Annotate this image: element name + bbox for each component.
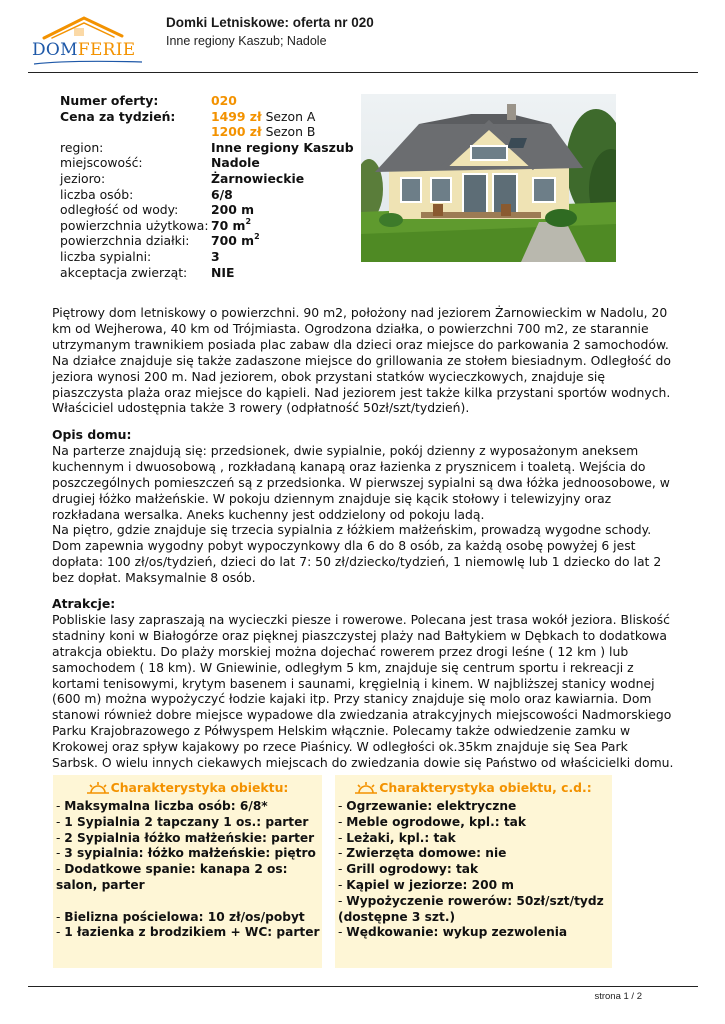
info-row [60,202,354,218]
feature-item: - Ogrzewanie: elektryczne [338,799,517,813]
plot-area-label: powierzchnia działki: [60,233,190,249]
price-row-b [60,124,354,140]
info-row [60,187,354,203]
offer-number-value: 020 [211,93,237,108]
sun-icon [355,781,377,795]
feature-item: - Dodatkowe spanie: kanapa 2 os: salon, parter [56,862,288,892]
house-paragraph-1: Na parterze znajdują się: przedsionek, dwie sypialnie, pokój dzienny z wyposażonym aneksem kuchennym i dwuosobową , rozkładaną kanapą oraz łazienka z prysznicem i toaletą. Wejścia do poszczególnych pomieszczeń są z przedsionka. W pierwszej sypialni są dwa łóżka jednoosobowe, w drugiej łóżko małżeńskie. W pokoju dziennym znajduje się kącik stołowy i telewizyjny oraz rozkładana wersalka. Aneks kuchenny jest oddzielony od pokoju ladą. [52,442,670,522]
logo-wordmark: DOMFERIE [32,40,136,60]
region-label: region: [60,139,104,155]
features-heading: Charakterystyka obiektu: [53,777,322,799]
offer-description: Piętrowy dom letniskowy o powierzchni. 90 m2, położony nad jeziorem Żarnowieckim w Nadolu, 20 km od Wejherowa, 40 km od Trójmiasta. Ogrodzona działka, o powierzchni 700 m2, ze starannie utrzymanym trawnikiem posiada plac zabaw dla dzieci oraz miejsce do parkowania 2 samochodów. Na działce znajduje się także zadaszone miejsce do grillowania ze stołem biesiadnym. Odległość do jeziora wynosi 200 m. Nad jeziorem, obok przystani statków wycieczkowych, znajduje się piaszczysta plaża oraz miejsce do kąpieli. Nad jeziorem jest także kilka przystani sportów wodnych. Właściciel udostępnia także 3 rowery (odpłatność 50zł/szt/tydzień). [52,305,671,416]
attractions-heading: Atrakcje: [52,596,116,611]
plot-area-value: 700 $m^2$ [211,232,260,249]
pets-value: NIE [211,264,235,280]
domferie-logo[interactable] [30,14,148,68]
feature-item: - 1 Sypialnia 2 tapczany 1 os.: parter [56,814,309,829]
info-row [60,265,354,281]
info-row [60,233,354,249]
info-row [60,249,354,265]
info-row [60,218,354,234]
offer-info [60,93,354,280]
region-value: Inne regiony Kaszub [211,139,354,155]
offer-number-row [60,93,354,109]
info-row [60,140,354,156]
season-a-label: Sezon A [265,108,316,124]
feature-item: - 3 sypialnia: łóżko małżeńskie: piętro [56,846,316,861]
feature-item: - Kąpiel w jeziorze: 200 m [338,877,514,892]
feature-item: - Zwierzęta domowe: nie [338,846,507,861]
feature-item: - Meble ogrodowe, kpl.: tak [338,814,526,829]
page-number: strona 1 / 2 [594,991,642,1002]
persons-value: 6/8 [211,186,233,202]
feature-item: - Leżaki, kpl.: tak [338,830,456,845]
price-season-b: 1200 zł [211,124,262,140]
info-row [60,155,354,171]
bedrooms-label: liczba sypialni: [60,248,152,264]
feature-item: - Maksymalna liczba osób: 6/8* [56,799,268,813]
water-distance-label: odległość od wody: [60,202,179,218]
bedrooms-value: 3 [211,248,220,264]
lake-value: Żarnowieckie [211,170,305,186]
usable-area-value: 70 $m^2$ [211,216,252,233]
features-box [53,775,322,968]
page-subtitle: Inne regiony Kaszub; Nadole [166,34,327,48]
features-continued-heading: Charakterystyka obiektu, c.d.: [335,777,612,799]
attractions-section [52,596,676,771]
persons-label: liczba osób: [60,186,134,202]
page-title: Domki Letniskowe: oferta nr 020 [166,15,374,30]
feature-item: - Wędkowanie: wykup zezwolenia [338,925,568,940]
footer-divider [28,986,698,987]
season-b-label: Sezon B [265,124,316,140]
price-row-a [60,109,354,125]
feature-item: - 2 Sypialnia łóżko małżeńskie: parter [56,830,315,845]
house-paragraph-2: Na piętro, gdzie znajduje się trzecia sypialnia z łóżkiem małżeńskim, prowadzą wygodne schody. Dom zapewnia wygodny pobyt wypoczynkowy dla 6 do 8 osób, za każdą osobę powyżej 6 jest dopłata: 100 zł/os/tydzień, dzieci do lat 7: 50 zł/dziecko/tydzień, 1 niemowlę lub 1 dziecko do lat 2 bez dopłat. Maksymalnie 8 osób. [52,522,662,586]
water-distance-value: 200 m [211,202,255,218]
price-season-a: 1499 zł [211,108,262,124]
usable-area-label: powierzchnia użytkowa: [60,217,209,233]
features-box-continued [335,775,612,968]
info-row [60,171,354,187]
feature-item: - Grill ogrodowy: tak [338,862,479,877]
attractions-text: Pobliskie lasy zapraszają na wycieczki piesze i rowerowe. Polecana jest trasa wokół jeziora. Bliskość stadniny koni w Białogórze oraz pięknej piaszczystej plaży nad Bałtykiem w Dębkach to dodatkowa atrakcja obiektu. Do plaży morskiej można dojechać rowerem przez drogi leśne ( 12 km ) lub samochodem ( 18 km). W Gniewinie, odległym 5 km, znajduje się centrum sportu i rekreacji z kortami tenisowymi, krytym basenem i saunami, kręgielnią i kinem. W najbliższej stanicy wodnej (600 m) można wypożyczyć łodzie kajaki itp. Przy stanicy znajduje się molo oraz kawiarnia. Dom stanowi również dobre miejsce wypadowe dla zwiedzania atrakcyjnych miejscowości Nadmorskiego Parku Krajobrazowego z Półwyspem Helskim włącznie. Polecamy także odwiedzenie zamku w Krokowej oraz spływ kajakowy po rzece Piaśnicy. W odległości ok.35km znajduje się Sea Park Sarbsk. O wielu innych ciekawych miejscach do zwiedzania dowie się Państwo od właścicielki domu. [52,611,674,771]
feature-item: - Bielizna pościelowa: 10 zł/os/pobyt [56,909,305,924]
pets-label: akceptacja zwierząt: [60,264,188,280]
house-section [52,427,676,586]
town-label: miejscowość: [60,155,143,171]
header-divider [28,72,698,73]
house-heading: Opis domu: [52,427,132,442]
lake-label: jezioro: [60,170,106,186]
price-label: Cena za tydzień: [60,108,176,124]
feature-item: - 1 łazienka z brodzikiem + WC: parter [56,925,320,940]
sun-icon [87,781,109,795]
house-photo [361,94,616,262]
offer-number-label: Numer oferty: [60,93,159,108]
town-value: Nadole [211,155,260,171]
page-header [0,0,725,80]
feature-item: - Wypożyczenie rowerów: 50zł/szt/tydz (dostępne 3 szt.) [338,893,604,924]
